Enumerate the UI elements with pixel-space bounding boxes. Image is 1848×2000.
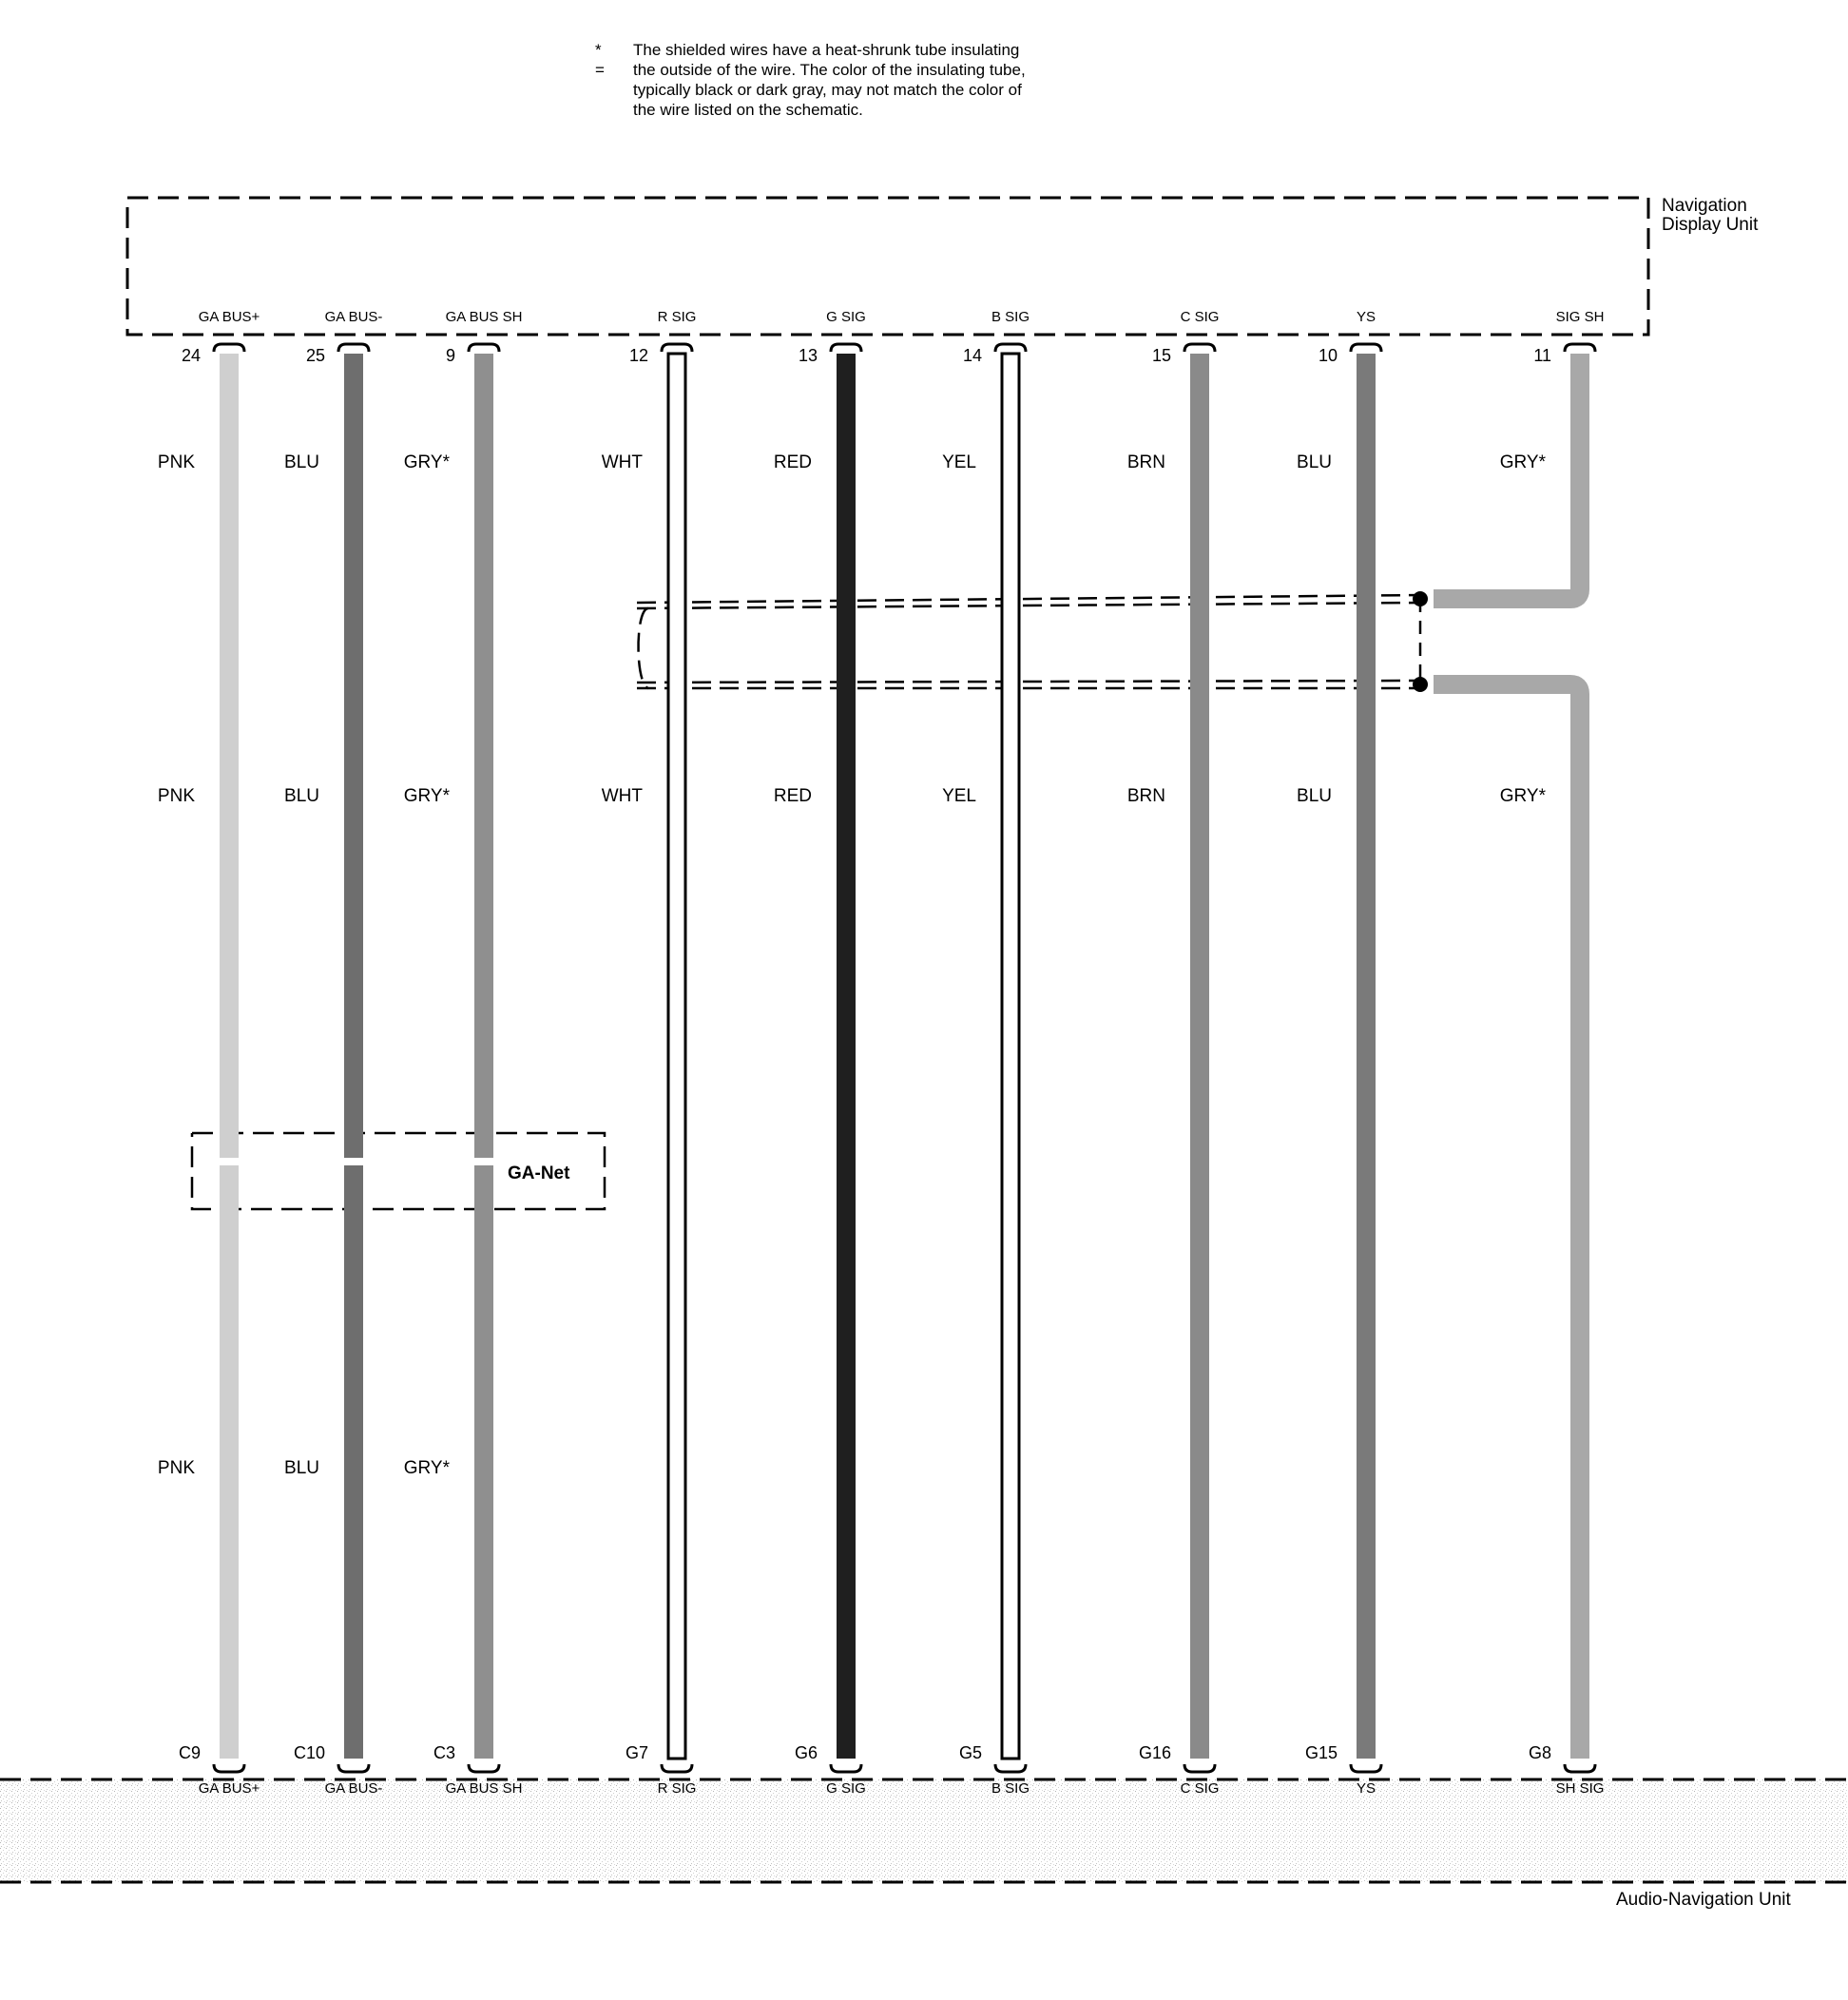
connector-terminal-top (214, 344, 244, 352)
pin-number-top: 15 (1151, 346, 1171, 365)
wire-color-label: YEL (942, 452, 976, 472)
terminal-name-top: YS (1356, 309, 1376, 325)
wire-color-label: BRN (1126, 452, 1165, 472)
wire-color-label: WHT (601, 786, 643, 806)
terminal-name-bottom: C SIG (1180, 1780, 1220, 1797)
wire-sig-sh-lower (1434, 684, 1580, 1759)
wire-color-label: RED (773, 786, 812, 806)
wire-color-label: RED (773, 452, 812, 472)
pin-number-top: 24 (181, 346, 201, 365)
ga-net-wire-break (218, 1158, 241, 1165)
terminal-name-bottom: GA BUS SH (445, 1780, 523, 1797)
connector-terminal-top (338, 344, 369, 352)
terminal-name-top: SIG SH (1555, 309, 1605, 325)
connector-terminal-top (831, 344, 861, 352)
connector-terminal-bottom (995, 1764, 1026, 1772)
terminal-name-bottom: R SIG (657, 1780, 697, 1797)
connector-terminal-top (995, 344, 1026, 352)
wire-r-sig (668, 354, 685, 1759)
terminal-name-bottom: GA BUS+ (198, 1780, 260, 1797)
wire-color-label: PNK (157, 786, 195, 806)
wire-color-label: GRY* (403, 786, 450, 806)
connector-terminal-top (1565, 344, 1595, 352)
pin-number-bottom: G7 (625, 1743, 648, 1762)
wire-color-label: BLU (284, 1458, 319, 1478)
note-line: typically black or dark gray, may not match the color of (633, 81, 1022, 99)
wire-c-sig (1190, 354, 1209, 1759)
note-line: The shielded wires have a heat-shrunk tube insulating (633, 41, 1020, 59)
terminal-name-bottom: YS (1356, 1780, 1376, 1797)
terminal-name-top: G SIG (826, 309, 866, 325)
terminal-name-top: C SIG (1180, 309, 1220, 325)
wire-color-label: BLU (284, 452, 319, 472)
terminal-name-top: B SIG (991, 309, 1030, 325)
wires-layer (214, 344, 1595, 1772)
wire-ys (1357, 354, 1376, 1759)
pin-number-bottom: G6 (794, 1743, 818, 1762)
terminal-name-bottom: GA BUS- (324, 1780, 383, 1797)
connector-terminal-bottom (1565, 1764, 1595, 1772)
wire-color-label: BLU (284, 786, 319, 806)
pin-number-top: 13 (798, 346, 818, 365)
connector-terminal-top (1351, 344, 1381, 352)
wire-color-label: BLU (1297, 786, 1332, 806)
wire-color-label: GRY* (1499, 786, 1546, 806)
pin-number-top: 11 (1533, 346, 1551, 365)
wire-color-label: PNK (157, 1458, 195, 1478)
wire-b-sig (1002, 354, 1019, 1759)
terminal-name-bottom: SH SIG (1555, 1780, 1605, 1797)
terminal-name-top: R SIG (657, 309, 697, 325)
navigation-display-unit-label: Navigation (1662, 196, 1747, 216)
pin-number-top: 12 (628, 346, 648, 365)
wire-ga-bus-minus (344, 354, 363, 1759)
connector-terminal-bottom (1184, 1764, 1215, 1772)
pin-number-top: 14 (962, 346, 982, 365)
wire-color-label: GRY* (403, 452, 450, 472)
wire-color-label: BRN (1126, 786, 1165, 806)
pin-number-bottom: C3 (433, 1743, 455, 1762)
pin-number-bottom: G5 (958, 1743, 982, 1762)
wire-ga-bus-sh (474, 354, 493, 1759)
pin-number-bottom: G8 (1528, 1743, 1551, 1762)
connector-terminal-bottom (662, 1764, 692, 1772)
ga-net-label: GA-Net (508, 1163, 570, 1183)
video-shield-sheath (637, 595, 1421, 688)
wire-color-label: GRY* (1499, 452, 1546, 472)
terminal-name-bottom: G SIG (826, 1780, 866, 1797)
terminal-name-top: GA BUS+ (198, 309, 260, 325)
wire-color-label: PNK (157, 452, 195, 472)
terminal-name-bottom: B SIG (991, 1780, 1030, 1797)
wire-sig-sh-upper (1434, 354, 1580, 599)
connector-terminal-bottom (338, 1764, 369, 1772)
connector-terminal-top (469, 344, 499, 352)
pin-number-top: 10 (1318, 346, 1338, 365)
wire-color-label: GRY* (403, 1458, 450, 1478)
connector-terminal-bottom (1351, 1764, 1381, 1772)
labels-layer (158, 309, 1605, 1797)
wire-color-label: BLU (1297, 452, 1332, 472)
wire-color-label: WHT (601, 452, 643, 472)
pin-number-bottom: C10 (293, 1743, 325, 1762)
terminal-name-top: GA BUS- (324, 309, 383, 325)
audio-navigation-unit-label: Audio-Navigation Unit (1616, 1890, 1791, 1910)
ga-net-wire-break (342, 1158, 365, 1165)
wire-g-sig (837, 354, 856, 1759)
pin-number-top: 9 (445, 346, 455, 365)
navigation-display-unit-label: Display Unit (1662, 215, 1759, 235)
ga-net-wire-break (472, 1158, 495, 1165)
wire-ga-bus-plus (220, 354, 239, 1759)
connector-terminal-bottom (214, 1764, 244, 1772)
pin-number-bottom: G16 (1138, 1743, 1171, 1762)
shield-splice-dot (1413, 591, 1428, 606)
pin-number-top: 25 (305, 346, 325, 365)
note-line: the outside of the wire. The color of the insulating tube, (633, 61, 1026, 79)
connector-terminal-top (1184, 344, 1215, 352)
terminal-name-top: GA BUS SH (445, 309, 523, 325)
note-marker: * = (595, 41, 605, 79)
connector-terminal-top (662, 344, 692, 352)
shield-splice-dot (1413, 677, 1428, 692)
note-line: the wire listed on the schematic. (633, 101, 863, 119)
pin-number-bottom: G15 (1304, 1743, 1338, 1762)
pin-number-bottom: C9 (178, 1743, 201, 1762)
connector-terminal-bottom (469, 1764, 499, 1772)
wire-color-label: YEL (942, 786, 976, 806)
connector-terminal-bottom (831, 1764, 861, 1772)
